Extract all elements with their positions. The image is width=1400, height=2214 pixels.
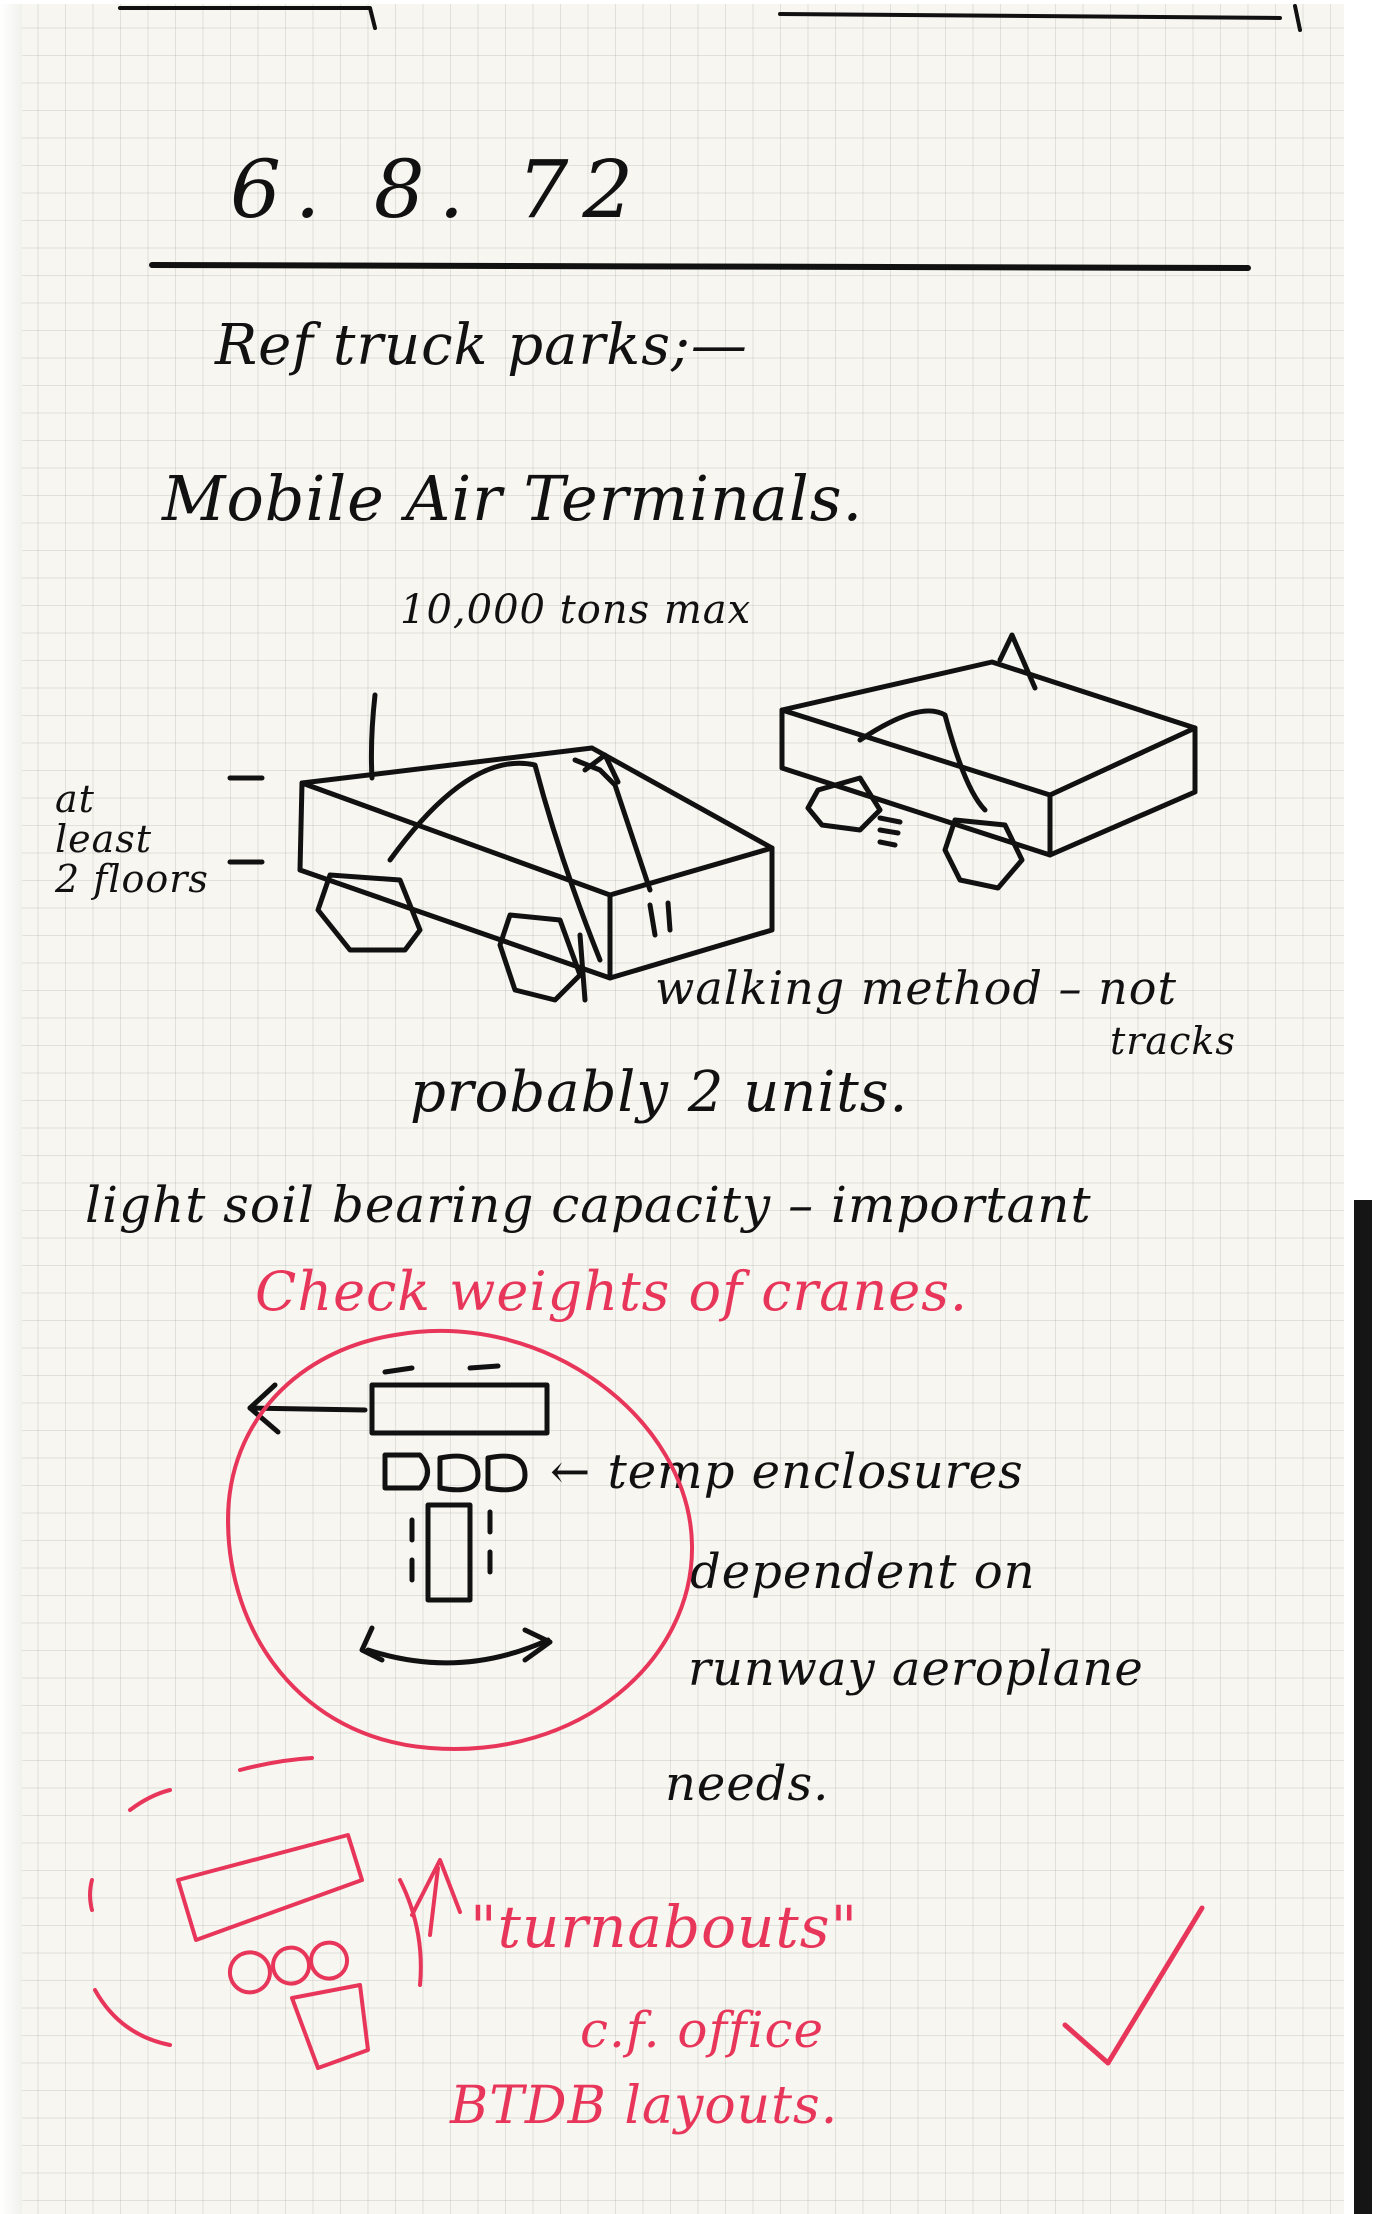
tick-mark xyxy=(1065,1908,1202,2063)
dark-edge-shadow xyxy=(1354,1200,1372,2214)
top-edge xyxy=(0,0,1372,4)
previous-note-fragment xyxy=(120,6,1300,30)
note-probably-units: probably 2 units. xyxy=(410,1060,909,1125)
note-runway-aeroplane: runway aeroplane xyxy=(688,1641,1144,1697)
note-at-least-floors: at least 2 floors xyxy=(55,777,209,901)
note-needs: needs. xyxy=(665,1756,830,1812)
page-right-edge xyxy=(1344,0,1372,2214)
note-check-cranes: Check weights of cranes. xyxy=(255,1260,969,1323)
date-underline xyxy=(152,265,1248,268)
note-dependent-on: dependent on xyxy=(690,1544,1036,1600)
note-soil-bearing: light soil bearing capacity – important xyxy=(85,1176,1092,1234)
note-walking-method: walking method – not xyxy=(655,961,1177,1015)
note-temp-enclosures: ← temp enclosures xyxy=(550,1444,1024,1500)
note-btdb-layouts: BTDB layouts. xyxy=(450,2076,839,2136)
terminal-sketch-left xyxy=(230,695,772,1000)
turnabout-sketch-red xyxy=(90,1758,460,2068)
page-binding xyxy=(0,0,22,2214)
note-heading: Mobile Air Terminals. xyxy=(162,462,864,535)
terminal-sketch-right xyxy=(782,635,1195,888)
note-turnabouts: "turnabouts" xyxy=(470,1893,859,1961)
note-tracks: tracks xyxy=(1110,1019,1236,1063)
note-cf-office: c.f. office xyxy=(580,2001,825,2059)
note-ref-truck-parks: Ref truck parks;— xyxy=(215,313,748,378)
plan-sketch-black xyxy=(250,1366,550,1663)
note-tons-max: 10,000 tons max xyxy=(400,587,752,633)
plan-circle xyxy=(228,1331,692,1749)
note-date: 6. 8. 72 xyxy=(230,143,648,236)
